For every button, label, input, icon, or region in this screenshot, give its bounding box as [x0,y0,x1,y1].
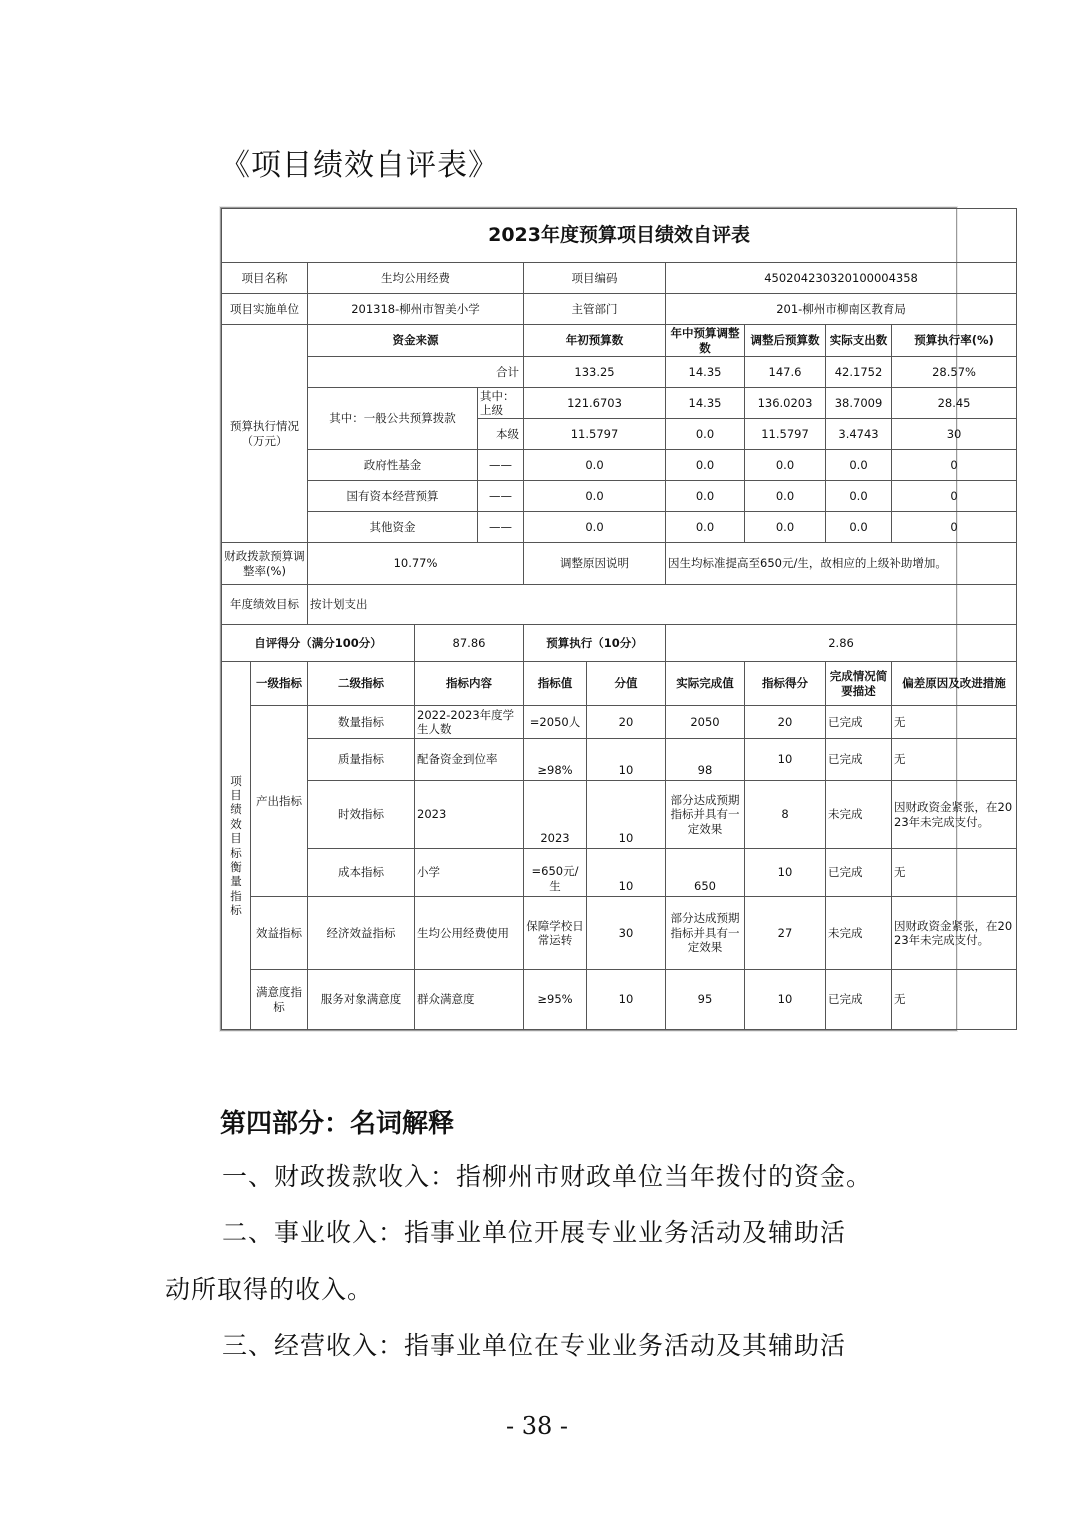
header-status: 完成情况简要描述 [826,662,892,706]
row-reason: 无 [892,706,1017,739]
gov-fund-actual: 0.0 [826,450,892,481]
gov-fund-adjust: 0.0 [666,450,745,481]
row-value: =650元/生 [524,849,587,897]
row-status: 已完成 [826,739,892,781]
annual-goal-value: 按计划支出 [308,585,1017,625]
state-capital-rate: 0 [892,481,1017,512]
total-rate: 28.57% [892,357,1017,388]
row-status: 未完成 [826,897,892,970]
table-row [222,706,1017,739]
local-rate: 30 [892,419,1017,450]
row-lvl2: 时效指标 [308,781,415,849]
header-initial: 年初预算数 [524,325,666,357]
header-lvl1: 一级指标 [251,662,308,706]
upper-after: 136.0203 [745,388,826,419]
upper-initial: 121.6703 [524,388,666,419]
row-score: 10 [745,739,826,781]
total-initial: 133.25 [524,357,666,388]
general-budget-label: 其中：一般公共预算拨款 [308,388,478,450]
row-actual: 98 [666,739,745,781]
table-row [222,739,1017,781]
row-reason: 因财政资金紧张，在2023年未完成支付。 [892,781,1017,849]
row-weight: 10 [587,849,666,897]
header-score: 指标得分 [745,662,826,706]
header-rate: 预算执行率(%) [892,325,1017,357]
header-after: 调整后预算数 [745,325,826,357]
self-score-label: 自评得分（满分100分） [222,625,415,662]
benefit-indicator-label: 效益指标 [251,897,308,970]
row-actual: 650 [666,849,745,897]
row-value: =2050人 [524,706,587,739]
table-row [222,897,1017,970]
gov-fund-dash: —— [478,450,524,481]
self-score-value: 87.86 [415,625,524,662]
row-value: 2023 [524,781,587,849]
row-status: 已完成 [826,706,892,739]
row-content: 2023 [415,781,524,849]
performance-evaluation-table-container [220,207,1013,1031]
header-source: 资金来源 [308,325,524,357]
total-actual: 42.1752 [826,357,892,388]
row-status: 已完成 [826,849,892,897]
row-lvl2: 成本指标 [308,849,415,897]
exec-score-label: 预算执行（10分） [524,625,666,662]
upper-adjust: 14.35 [666,388,745,419]
table-row [222,450,1017,481]
state-capital-initial: 0.0 [524,481,666,512]
row-content: 配备资金到位率 [415,739,524,781]
row-value: 保障学校日常运转 [524,897,587,970]
definition-line: 三、经营收入：指事业单位在专业业务活动及其辅助活 [222,1331,847,1360]
row-weight: 10 [587,970,666,1030]
other-fund-initial: 0.0 [524,512,666,543]
header-reason: 偏差原因及改进措施 [892,662,1017,706]
row-score: 8 [745,781,826,849]
definition-line: 二、事业收入：指事业单位开展专业业务活动及辅助活 [222,1218,847,1247]
row-score: 10 [745,970,826,1030]
row-reason: 无 [892,970,1017,1030]
project-name-value: 生均公用经费 [308,263,524,294]
header-content: 指标内容 [415,662,524,706]
row-value: ≥95% [524,970,587,1030]
section-title: 《项目绩效自评表》 [220,148,499,183]
exec-score-value: 2.86 [666,625,1017,662]
other-fund-after: 0.0 [745,512,826,543]
row-content: 小学 [415,849,524,897]
header-weight: 分值 [587,662,666,706]
upper-actual: 38.7009 [826,388,892,419]
upper-rate: 28.45 [892,388,1017,419]
annual-goal-label: 年度绩效目标 [222,585,308,625]
impl-unit-value: 201318-柳州市智美小学 [308,294,524,325]
row-content: 群众满意度 [415,970,524,1030]
row-value: ≥98% [524,739,587,781]
table-row [222,357,1017,388]
state-capital-actual: 0.0 [826,481,892,512]
row-lvl2: 数量指标 [308,706,415,739]
row-content: 生均公用经费使用 [415,897,524,970]
gov-fund-initial: 0.0 [524,450,666,481]
page-number: - 38 - [505,1412,568,1440]
row-status: 已完成 [826,970,892,1030]
upper-label: 其中：上级 [478,388,524,419]
row-lvl2: 经济效益指标 [308,897,415,970]
definition-line: 动所取得的收入。 [165,1275,374,1304]
total-label: 合计 [308,357,524,388]
adj-reason-label: 调整原因说明 [524,543,666,585]
other-fund-dash: —— [478,512,524,543]
local-actual: 3.4743 [826,419,892,450]
project-code-value: 450204230320100004358 [666,263,1017,294]
row-actual: 部分达成预期指标并具有一定效果 [666,781,745,849]
local-after: 11.5797 [745,419,826,450]
header-adjust: 年中预算调整数 [666,325,745,357]
local-label: 本级 [478,419,524,450]
local-adjust: 0.0 [666,419,745,450]
row-weight: 20 [587,706,666,739]
row-reason: 无 [892,849,1017,897]
table-row [222,388,1017,419]
gov-fund-after: 0.0 [745,450,826,481]
state-capital-label: 国有资本经营预算 [308,481,478,512]
other-fund-adjust: 0.0 [666,512,745,543]
other-fund-rate: 0 [892,512,1017,543]
table-row [222,970,1017,1030]
budget-exec-label: 预算执行情况（万元） [222,325,308,543]
dept-label: 主管部门 [524,294,666,325]
row-reason: 无 [892,739,1017,781]
gov-fund-label: 政府性基金 [308,450,478,481]
other-fund-actual: 0.0 [826,512,892,543]
header-actual: 实际支出数 [826,325,892,357]
row-reason: 因财政资金紧张，在2023年未完成支付。 [892,897,1017,970]
row-lvl2: 服务对象满意度 [308,970,415,1030]
header-actual-value: 实际完成值 [666,662,745,706]
table-title: 2023年度预算项目绩效自评表 [222,209,1017,263]
performance-evaluation-table [221,208,1017,1030]
impl-unit-label: 项目实施单位 [222,294,308,325]
row-actual: 2050 [666,706,745,739]
table-row [222,849,1017,897]
dept-value: 201-柳州市柳南区教育局 [666,294,1017,325]
local-initial: 11.5797 [524,419,666,450]
output-indicator-label: 产出指标 [251,706,308,897]
satisfaction-indicator-label: 满意度指标 [251,970,308,1030]
part-four-heading: 第四部分：名词解释 [220,1109,455,1139]
row-score: 10 [745,849,826,897]
row-actual: 部分达成预期指标并具有一定效果 [666,897,745,970]
row-weight: 30 [587,897,666,970]
row-lvl2: 质量指标 [308,739,415,781]
adj-reason-value: 因生均标准提高至650元/生，故相应的上级补助增加。 [666,543,1017,585]
row-actual: 95 [666,970,745,1030]
total-after: 147.6 [745,357,826,388]
adj-rate-label: 财政拨款预算调整率(%) [222,543,308,585]
state-capital-dash: —— [478,481,524,512]
row-status: 未完成 [826,781,892,849]
row-score: 27 [745,897,826,970]
header-lvl2: 二级指标 [308,662,415,706]
row-content: 2022-2023年度学生人数 [415,706,524,739]
other-fund-label: 其他资金 [308,512,478,543]
row-weight: 10 [587,739,666,781]
row-score: 20 [745,706,826,739]
table-row [222,512,1017,543]
definition-line: 一、财政拨款收入：指柳州市财政单位当年拨付的资金。 [222,1162,873,1191]
table-row [222,481,1017,512]
indicator-side-label: 项目绩效目标衡量指标 [222,662,251,1030]
project-name-label: 项目名称 [222,263,308,294]
gov-fund-rate: 0 [892,450,1017,481]
adj-rate-value: 10.77% [308,543,524,585]
table-row [222,781,1017,849]
header-value: 指标值 [524,662,587,706]
state-capital-adjust: 0.0 [666,481,745,512]
project-code-label: 项目编码 [524,263,666,294]
total-adjust: 14.35 [666,357,745,388]
state-capital-after: 0.0 [745,481,826,512]
row-weight: 10 [587,781,666,849]
